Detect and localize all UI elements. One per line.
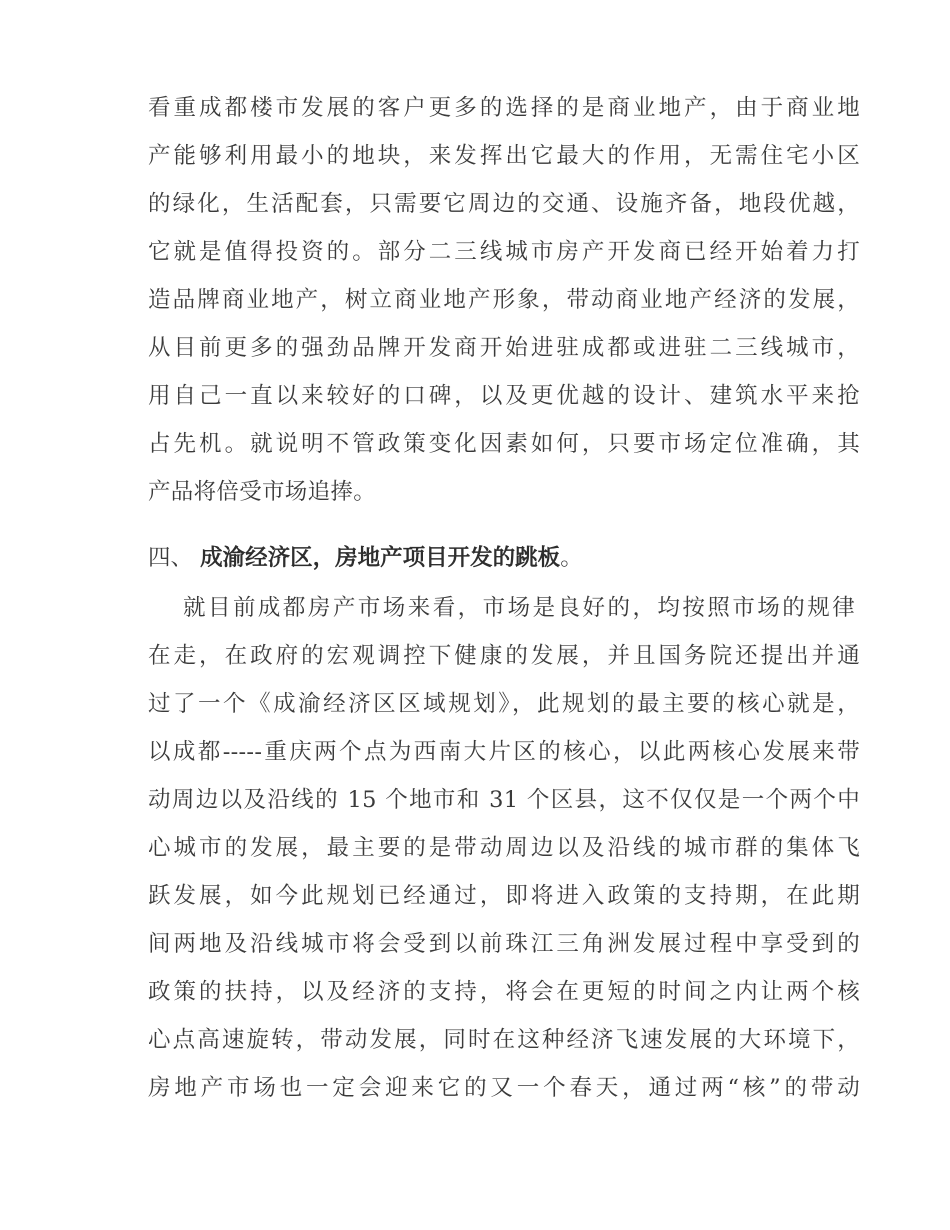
paragraph-2-line-11: 房地产市场也一定会迎来它的又一个春天，通过两“核”的带动 — [148, 1075, 860, 1101]
paragraph-1-line-2: 产能够利用最小的地块，来发挥出它最大的作用，无需住宅小区 — [148, 143, 860, 169]
paragraph-1-line-5: 造品牌商业地产，树立商业地产形象，带动商业地产经济的发展， — [148, 287, 860, 313]
section-number: 四、 — [148, 545, 194, 571]
paragraph-1-line-7: 用自己一直以来较好的口碑，以及更优越的设计、建筑水平来抢 — [148, 383, 860, 409]
paragraph-1-line-9: 产品将倍受市场追捧。 — [148, 479, 377, 505]
paragraph-2-line-3: 过了一个《成渝经济区区域规划》，此规划的最主要的核心就是， — [148, 691, 860, 717]
paragraph-1-line-4: 它就是值得投资的。部分二三线城市房产开发商已经开始着力打 — [148, 239, 860, 265]
paragraph-1-line-8: 占先机。就说明不管政策变化因素如何，只要市场定位准确，其 — [148, 431, 860, 457]
paragraph-2-line-9: 政策的扶持，以及经济的支持，将会在更短的时间之内让两个核 — [148, 979, 860, 1005]
paragraph-2-line-7: 跃发展，如今此规划已经通过，即将进入政策的支持期，在此期 — [148, 883, 860, 909]
paragraph-2-line-8: 间两地及沿线城市将会受到以前珠江三角洲发展过程中享受到的 — [148, 931, 860, 957]
section-title-period: 。 — [560, 545, 583, 571]
paragraph-2-line-6: 心城市的发展，最主要的是带动周边以及沿线的城市群的集体飞 — [148, 835, 860, 861]
paragraph-1-line-6: 从目前更多的强劲品牌开发商开始进驻成都或进驻二三线城市， — [148, 335, 860, 361]
paragraph-2-line-1: 就目前成都房产市场来看，市场是良好的，均按照市场的规律 — [183, 595, 855, 621]
section-heading — [148, 534, 583, 582]
paragraph-1-line-1: 看重成都楼市发展的客户更多的选择的是商业地产，由于商业地 — [148, 95, 860, 121]
paragraph-2-line-10: 心点高速旋转，带动发展，同时在这种经济飞速发展的大环境下， — [148, 1027, 860, 1053]
section-title: 成渝经济区，房地产项目开发的跳板 — [200, 545, 561, 571]
paragraph-1-line-3: 的绿化，生活配套，只需要它周边的交通、设施齐备，地段优越， — [148, 191, 860, 217]
paragraph-2-line-5: 动周边以及沿线的 15 个地市和 31 个区县，这不仅仅是一个两个中 — [148, 787, 860, 813]
paragraph-2-line-4: 以成都-----重庆两个点为西南大片区的核心，以此两核心发展来带 — [148, 739, 860, 765]
paragraph-2-line-2: 在走，在政府的宏观调控下健康的发展，并且国务院还提出并通 — [148, 643, 860, 669]
